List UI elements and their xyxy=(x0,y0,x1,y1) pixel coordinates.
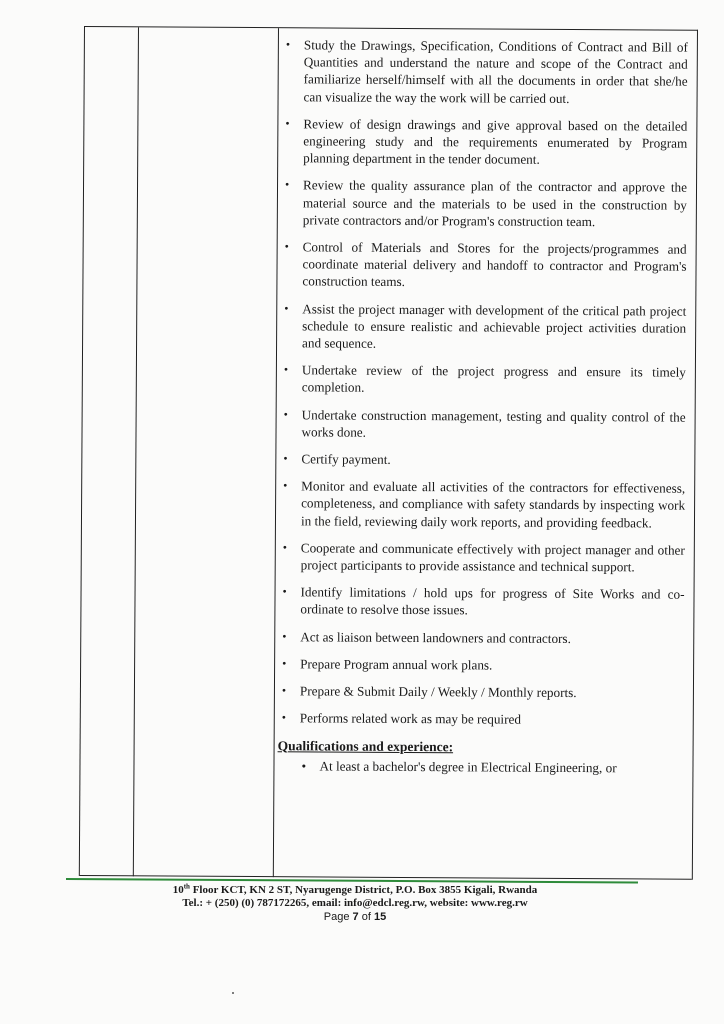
bullet-icon: • xyxy=(281,710,287,725)
bullet-icon: • xyxy=(283,451,288,466)
duty-text: Identify limitations / hold ups for progress of Site Works and co-ordinate to resolve those issues. xyxy=(300,584,685,618)
duty-item xyxy=(280,583,684,620)
duty-item xyxy=(284,36,688,107)
duty-text: Review the quality assurance plan of the contractor and approve the material source and the materials to be used in the construction by private contractors and/or Program's construction team. xyxy=(302,177,688,229)
qualification-item xyxy=(279,757,683,776)
duty-text: Cooperate and communicate effectively with project manager and other project participants to provide assistance and technical support. xyxy=(300,540,685,575)
footer-contact: Tel.: + (250) (0) 787172265, email: info@edcl.reg.rw, website: www.reg.rw xyxy=(182,897,528,910)
qualification-text: At least a bachelor's degree in Electrical Engineering, or xyxy=(319,757,617,775)
page-number-of: of xyxy=(358,910,374,923)
duty-item xyxy=(283,115,687,169)
bullet-icon: • xyxy=(282,584,287,599)
bullet-icon: • xyxy=(301,757,307,773)
duty-text: Control of Materials and Stores for the projects/programmes and coordinate material delivery and handoff to contractor and Program's construction teams. xyxy=(302,239,687,290)
bullet-icon: • xyxy=(283,406,288,421)
bullet-icon: • xyxy=(283,362,289,377)
duty-item xyxy=(281,450,685,470)
page-number-current: 7 xyxy=(352,910,359,923)
duty-item xyxy=(281,539,685,576)
footer-address-text: 10th Floor KCT, KN 2 ST, Nyarugenge District, P.O. Box 3855 Kigali, Rwanda xyxy=(172,882,538,896)
duty-text: Review of design drawings and give approval based on the detailed engineering study and the requirements enumerated by Program planning department in the tender document. xyxy=(303,116,688,168)
page-number xyxy=(120,911,590,925)
duties-list xyxy=(280,36,688,729)
bullet-icon: • xyxy=(281,683,287,698)
bullet-icon: • xyxy=(284,239,289,254)
bullet-icon: • xyxy=(284,300,289,315)
duty-item xyxy=(282,300,686,354)
bullet-icon: • xyxy=(282,628,287,643)
duty-text: Undertake review of the project progress and ensure its timely completion. xyxy=(301,362,686,396)
duty-text: Undertake construction management, testing and quality control of the works done. xyxy=(301,406,686,440)
duty-item xyxy=(280,628,684,648)
qualifications-heading: Qualifications and experience: xyxy=(277,737,454,754)
bullet-icon: • xyxy=(283,478,288,493)
table-column-divider-1 xyxy=(133,27,139,876)
duty-item xyxy=(280,682,684,702)
duty-text: Prepare Program annual work plans. xyxy=(300,656,493,673)
duty-text: Performs related work as may be required xyxy=(299,710,522,727)
duty-item xyxy=(281,406,685,443)
duty-text: Act as liaison between landowners and contractors. xyxy=(300,629,571,646)
page-footer xyxy=(120,880,590,924)
job-description-table xyxy=(79,26,698,880)
duty-text: Certify payment. xyxy=(301,451,391,467)
bullet-icon: • xyxy=(282,656,287,671)
duty-text: Monitor and evaluate all activities of the contractors for effectiveness, completeness, and compliance with safety standards by inspecting work in the field, reviewing daily work reports, and providing feedback. xyxy=(300,478,686,531)
duty-item xyxy=(282,238,686,292)
duty-item xyxy=(282,361,686,398)
scan-speck xyxy=(232,992,234,994)
qualifications-list xyxy=(279,757,683,776)
duty-text: Prepare & Submit Daily / Weekly / Monthly reports. xyxy=(299,683,577,701)
duty-item xyxy=(280,710,684,730)
footer-address xyxy=(120,880,590,897)
duty-item xyxy=(280,655,684,675)
bullet-icon: • xyxy=(284,177,290,192)
page-number-prefix: Page xyxy=(323,910,353,923)
bullet-icon: • xyxy=(285,37,291,52)
duty-item xyxy=(281,477,685,531)
bullet-icon: • xyxy=(285,116,290,131)
duty-item xyxy=(283,177,687,231)
duty-text: Assist the project manager with development of the critical path project schedule to ensure realistic and achievable project activities duration and sequence. xyxy=(302,300,687,351)
duty-text: Study the Drawings, Specification, Conditions of Contract and Bill of Quantities and understand the nature and scope of the Contract and familiarize herself/himself with all the documents in order that she/he can visualize the way the work will be carried out. xyxy=(303,37,688,106)
page-number-total: 15 xyxy=(373,910,387,923)
bullet-icon: • xyxy=(282,540,288,555)
duties-cell xyxy=(279,36,687,776)
